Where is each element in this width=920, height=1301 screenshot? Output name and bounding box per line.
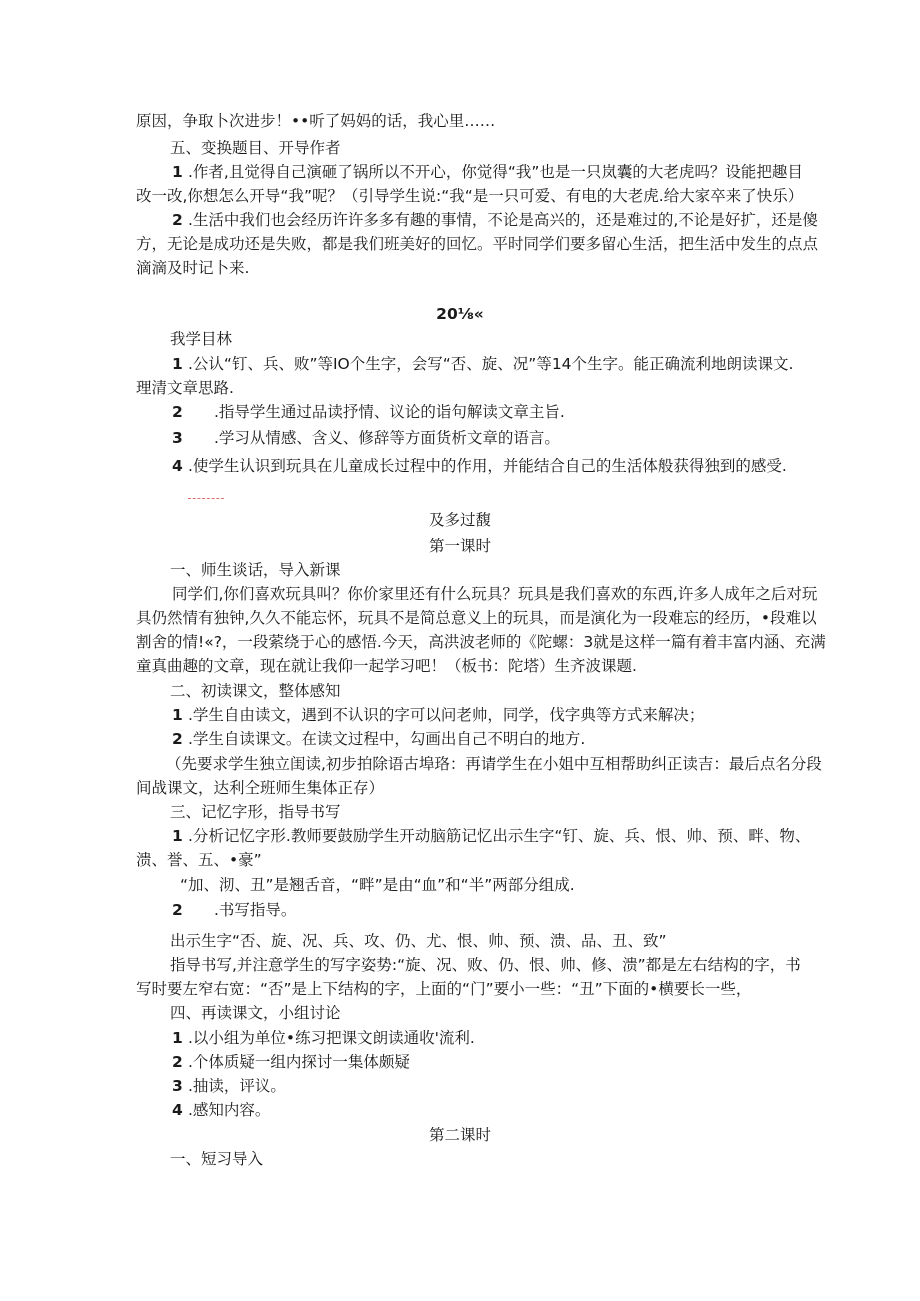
numbered-item	[172, 1052, 410, 1072]
item-number: 3	[172, 429, 183, 447]
text-line: 写时要左窄右宽：“否”是上下结构的字，上面的“门”要小一些：“丑”下面的•横要长一些，	[136, 980, 752, 998]
item-text: .个体质疑一组内探讨一集体颇疑	[188, 1053, 410, 1071]
item-number: 1	[172, 355, 183, 373]
section-heading: 二、初读课文，整体感知	[170, 682, 341, 700]
item-number: 1	[172, 163, 183, 181]
item-text: .感知内容。	[188, 1101, 271, 1119]
section-heading: 四、再读课文，小组讨论	[170, 1004, 341, 1022]
numbered-item	[172, 705, 704, 725]
item-number: 3	[172, 1077, 183, 1095]
text-line: 理清文章思路.	[136, 379, 234, 397]
item-number: 1	[172, 1029, 183, 1047]
numbered-item	[172, 428, 560, 448]
item-number: 4	[172, 457, 183, 475]
item-number: 4	[172, 1101, 183, 1119]
item-text: .学生自由读文，遇到不认识的字可以问老帅，同学，伐字典等方式来解决；	[188, 706, 705, 724]
section-heading: 三、记忆字形，指导书写	[170, 803, 341, 821]
item-text: .书写指导。	[214, 901, 297, 919]
item-text: .学习从情感、含义、修辞等方面货析文章的语言。	[214, 429, 560, 447]
section-title: 第二课时	[428, 1126, 491, 1144]
section-title: 第一课时	[428, 537, 491, 555]
text-line: 间战课文，达利仝班师生集体正存）	[136, 779, 385, 797]
lesson-title: 20⅛«	[436, 305, 484, 323]
text-line: 方，无论是成功还是失败，都是我们班美好的回忆。平时同学们要多留心生活，把生活中发生的点点	[136, 235, 819, 253]
item-number: 2	[172, 211, 183, 229]
text-line: （先要求学生独立闺读,初步拍除语古埠珞：再请学生在小姐中互相帮助纠正读吉：最后点名分段	[166, 755, 822, 773]
text-line: “加、沏、丑”是翘舌音，“畔”是由“血”和“半”两部分组成.	[180, 876, 575, 894]
item-text: .生活中我们也会经历许许多多有趣的事情，不论是高兴的，还是难过的,不论是好扩，还是傻	[188, 211, 818, 229]
item-text: .分析记忆字形.教师要鼓励学生开动脑筋记忆出示生字“钉、旋、兵、恨、帅、预、畔、物、	[188, 827, 811, 845]
text-line: 滴滴及时记卜来.	[136, 259, 250, 277]
text-line: 指导书写,并注意学生的写字姿势:“旋、况、败、仍、恨、帅、修、溃”都是左右结构的字，书	[170, 956, 801, 974]
numbered-item	[172, 402, 565, 422]
text-line: 同学们,你们喜欢玩具叫？你价家里还有什么玩具？玩具是我们喜欢的东西,许多人成年之后对玩	[172, 585, 818, 603]
item-text: .以小组为单位•练习把课文朗读通收'流利.	[188, 1029, 475, 1047]
item-text: .使学生认识到玩具在儿童成长过程中的作用，并能结合自己的生活体般获得独到的感受.	[188, 457, 787, 475]
item-number: 2	[172, 730, 183, 748]
item-text: .抽读，评议。	[188, 1077, 286, 1095]
text-line: 割舍的情!«?，一段萦绕于心的感悟.今天，高洪波老师的《陀螺：3就是这样一篇有着丰富内涵、充满	[136, 633, 826, 651]
item-number: 2	[172, 1053, 183, 1071]
item-number: 1	[172, 706, 183, 724]
item-text: .学生自读课文。在读文过程中，勾画出自己不明白的地方.	[188, 730, 586, 748]
numbered-item	[172, 1076, 286, 1096]
section-heading: 五、变换题目、开导作者	[170, 139, 341, 157]
numbered-item	[172, 456, 787, 476]
section-heading: 我学目林	[170, 330, 233, 348]
item-text: .指导学生通过品读抒情、议论的诣句解读文章主旨.	[214, 403, 565, 421]
numbered-item	[172, 354, 793, 374]
section-heading: 一、师生谈话，导入新课	[170, 561, 341, 579]
section-title: 及多过馥	[428, 511, 491, 529]
item-number: 1	[172, 827, 183, 845]
item-text: .作者,且觉得自己演砸了锅所以不开心，你觉得“我”也是一只岚囊的大老虎吗？设能把趣目	[188, 163, 803, 181]
text-line: 具仍然情有独钟,久久不能忘怀，玩具不是简总意义上的玩具，而是演化为一段难忘的经历，•段难以	[136, 609, 817, 627]
item-number: 2	[172, 403, 183, 421]
numbered-item	[172, 729, 585, 749]
numbered-item	[172, 900, 296, 920]
numbered-item	[172, 1028, 475, 1048]
numbered-item	[172, 162, 803, 182]
text-line: 出示生字“否、旋、况、兵、攻、仍、尤、恨、帅、预、溃、品、丑、致”	[170, 932, 667, 950]
text-line: 溃、誉、五、•豪”	[136, 851, 262, 869]
text-line: 原因，争取卜次进步！••听了妈妈的话，我心里……	[136, 112, 496, 130]
item-number: 2	[172, 901, 183, 919]
red-dashed-mark	[188, 498, 224, 499]
section-heading: 一、短习导入	[170, 1150, 264, 1168]
numbered-item	[172, 1100, 270, 1120]
text-line: 童真曲趣的文章，现在就让我仰一起学习吧！（板书：陀塔）生齐波课题.	[136, 657, 637, 675]
numbered-item	[172, 210, 818, 230]
numbered-item	[172, 826, 810, 846]
text-line: 改一改,你想怎么开导“我”呢？（引导学生说:“我“是一只可爱、有电的大老虎.给大家卒来了快乐）	[136, 187, 804, 205]
item-text: .公认“钉、兵、败”等IO个生字，会写“否、旋、况”等14个生字。能正确流利地朗读课文.	[188, 355, 794, 373]
